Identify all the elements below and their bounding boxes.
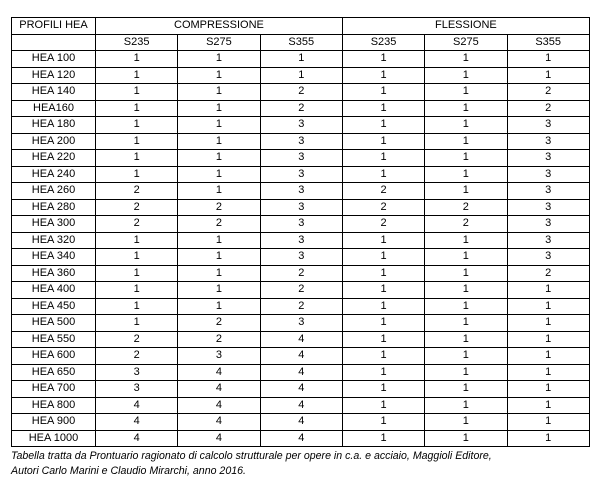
class-value-cell: 1 [425, 397, 507, 414]
header-group-bending: FLESSIONE [342, 18, 589, 35]
table-row [12, 232, 590, 249]
table-row [12, 381, 590, 398]
header-grade: S235 [342, 34, 424, 51]
class-value-cell: 1 [342, 364, 424, 381]
profile-name-cell: HEA 340 [12, 249, 96, 266]
profile-name-cell: HEA 700 [12, 381, 96, 398]
profile-name-cell: HEA 450 [12, 298, 96, 315]
class-value-cell: 1 [425, 414, 507, 431]
classification-table-container [11, 17, 589, 479]
class-value-cell: 1 [96, 84, 178, 101]
class-value-cell: 3 [260, 150, 342, 167]
class-value-cell: 2 [507, 100, 589, 117]
table-row [12, 331, 590, 348]
class-value-cell: 1 [507, 67, 589, 84]
profile-name-cell: HEA160 [12, 100, 96, 117]
class-value-cell: 2 [96, 348, 178, 365]
class-value-cell: 1 [96, 315, 178, 332]
class-value-cell: 1 [96, 117, 178, 134]
class-value-cell: 1 [342, 282, 424, 299]
class-value-cell: 1 [178, 51, 260, 68]
class-value-cell: 1 [342, 414, 424, 431]
class-value-cell: 3 [260, 117, 342, 134]
class-value-cell: 1 [96, 133, 178, 150]
class-value-cell: 3 [260, 133, 342, 150]
table-row [12, 414, 590, 431]
class-value-cell: 1 [342, 331, 424, 348]
class-value-cell: 1 [342, 67, 424, 84]
class-value-cell: 3 [260, 216, 342, 233]
class-value-cell: 1 [96, 249, 178, 266]
class-value-cell: 1 [425, 67, 507, 84]
header-grade: S355 [260, 34, 342, 51]
class-value-cell: 1 [425, 166, 507, 183]
class-value-cell: 1 [342, 315, 424, 332]
class-value-cell: 2 [96, 216, 178, 233]
class-value-cell: 1 [96, 265, 178, 282]
class-value-cell: 4 [260, 397, 342, 414]
profile-name-cell: HEA 800 [12, 397, 96, 414]
class-value-cell: 1 [178, 150, 260, 167]
class-value-cell: 2 [260, 100, 342, 117]
class-value-cell: 1 [425, 282, 507, 299]
header-row-steel-grades [12, 34, 590, 51]
class-value-cell: 1 [96, 51, 178, 68]
class-value-cell: 1 [96, 67, 178, 84]
table-header [12, 18, 590, 51]
class-value-cell: 2 [260, 265, 342, 282]
header-grade: S235 [96, 34, 178, 51]
table-row [12, 117, 590, 134]
table-row [12, 84, 590, 101]
table-row [12, 315, 590, 332]
class-value-cell: 3 [507, 166, 589, 183]
class-value-cell: 1 [342, 150, 424, 167]
class-value-cell: 4 [178, 414, 260, 431]
class-value-cell: 1 [260, 51, 342, 68]
table-row [12, 51, 590, 68]
class-value-cell: 1 [342, 133, 424, 150]
class-value-cell: 1 [425, 364, 507, 381]
class-value-cell: 1 [507, 397, 589, 414]
class-value-cell: 1 [342, 117, 424, 134]
profile-name-cell: HEA 240 [12, 166, 96, 183]
table-row [12, 249, 590, 266]
table-row [12, 282, 590, 299]
class-value-cell: 1 [507, 282, 589, 299]
profile-name-cell: HEA 120 [12, 67, 96, 84]
caption-line: Autori Carlo Marini e Claudio Mirarchi, anno 2016. [11, 465, 246, 477]
class-value-cell: 3 [507, 232, 589, 249]
profile-name-cell: HEA 200 [12, 133, 96, 150]
class-value-cell: 4 [96, 397, 178, 414]
class-value-cell: 1 [425, 348, 507, 365]
class-value-cell: 1 [342, 232, 424, 249]
class-value-cell: 2 [342, 216, 424, 233]
class-value-cell: 3 [260, 183, 342, 200]
class-value-cell: 1 [96, 166, 178, 183]
profile-name-cell: HEA 100 [12, 51, 96, 68]
class-value-cell: 2 [260, 298, 342, 315]
class-value-cell: 3 [507, 133, 589, 150]
class-value-cell: 1 [96, 150, 178, 167]
class-value-cell: 1 [342, 397, 424, 414]
caption-line: Tabella tratta da Prontuario ragionato di calcolo strutturale per opere in c.a. e acciaio, Maggioli Editore, [11, 450, 492, 462]
header-profile: PROFILI HEA [12, 18, 96, 35]
class-value-cell: 4 [178, 364, 260, 381]
profile-name-cell: HEA 900 [12, 414, 96, 431]
header-grade: S355 [507, 34, 589, 51]
class-value-cell: 1 [342, 298, 424, 315]
table-caption [11, 449, 591, 479]
class-value-cell: 2 [178, 216, 260, 233]
class-value-cell: 1 [178, 232, 260, 249]
table-row [12, 199, 590, 216]
class-value-cell: 4 [260, 430, 342, 447]
table-row [12, 183, 590, 200]
class-value-cell: 1 [178, 265, 260, 282]
table-row [12, 100, 590, 117]
profile-name-cell: HEA 400 [12, 282, 96, 299]
class-value-cell: 1 [425, 331, 507, 348]
profile-name-cell: HEA 260 [12, 183, 96, 200]
class-value-cell: 2 [425, 216, 507, 233]
table-row [12, 133, 590, 150]
profile-name-cell: HEA 140 [12, 84, 96, 101]
class-value-cell: 3 [507, 117, 589, 134]
class-value-cell: 1 [342, 348, 424, 365]
class-value-cell: 1 [507, 381, 589, 398]
class-value-cell: 1 [342, 430, 424, 447]
table-row [12, 150, 590, 167]
header-grade: S275 [178, 34, 260, 51]
class-value-cell: 4 [178, 397, 260, 414]
class-value-cell: 1 [507, 430, 589, 447]
table-row [12, 397, 590, 414]
class-value-cell: 1 [260, 67, 342, 84]
class-value-cell: 1 [342, 249, 424, 266]
class-value-cell: 1 [342, 100, 424, 117]
class-value-cell: 1 [425, 133, 507, 150]
profile-name-cell: HEA 360 [12, 265, 96, 282]
class-value-cell: 3 [507, 216, 589, 233]
profile-name-cell: HEA 500 [12, 315, 96, 332]
class-value-cell: 1 [178, 67, 260, 84]
class-value-cell: 1 [425, 298, 507, 315]
profile-name-cell: HEA 320 [12, 232, 96, 249]
class-value-cell: 3 [96, 381, 178, 398]
class-value-cell: 1 [342, 166, 424, 183]
class-value-cell: 1 [507, 348, 589, 365]
class-value-cell: 1 [507, 331, 589, 348]
table-row [12, 166, 590, 183]
class-value-cell: 3 [178, 348, 260, 365]
class-value-cell: 3 [507, 199, 589, 216]
class-value-cell: 4 [260, 364, 342, 381]
class-value-cell: 4 [260, 381, 342, 398]
class-value-cell: 3 [507, 249, 589, 266]
class-value-cell: 2 [342, 183, 424, 200]
class-value-cell: 1 [178, 84, 260, 101]
class-value-cell: 1 [178, 100, 260, 117]
table-row [12, 265, 590, 282]
profile-name-cell: HEA 1000 [12, 430, 96, 447]
class-value-cell: 1 [342, 51, 424, 68]
class-value-cell: 1 [425, 265, 507, 282]
table-row [12, 364, 590, 381]
class-value-cell: 1 [425, 117, 507, 134]
class-value-cell: 3 [507, 183, 589, 200]
header-row-groups [12, 18, 590, 35]
class-value-cell: 1 [96, 232, 178, 249]
class-value-cell: 2 [178, 315, 260, 332]
class-value-cell: 1 [507, 51, 589, 68]
class-value-cell: 2 [178, 331, 260, 348]
class-value-cell: 2 [96, 183, 178, 200]
class-value-cell: 3 [260, 232, 342, 249]
class-value-cell: 1 [342, 265, 424, 282]
hea-classification-table [11, 17, 590, 447]
profile-name-cell: HEA 300 [12, 216, 96, 233]
header-grade: S275 [425, 34, 507, 51]
class-value-cell: 3 [260, 199, 342, 216]
class-value-cell: 2 [507, 265, 589, 282]
class-value-cell: 3 [260, 315, 342, 332]
class-value-cell: 2 [260, 84, 342, 101]
table-row [12, 298, 590, 315]
profile-name-cell: HEA 220 [12, 150, 96, 167]
class-value-cell: 4 [96, 430, 178, 447]
class-value-cell: 2 [342, 199, 424, 216]
class-value-cell: 1 [425, 249, 507, 266]
class-value-cell: 3 [260, 249, 342, 266]
class-value-cell: 1 [96, 282, 178, 299]
class-value-cell: 1 [425, 150, 507, 167]
table-body [12, 51, 590, 447]
class-value-cell: 3 [260, 166, 342, 183]
class-value-cell: 1 [425, 430, 507, 447]
table-row [12, 348, 590, 365]
table-row [12, 430, 590, 447]
class-value-cell: 1 [96, 100, 178, 117]
class-value-cell: 2 [96, 331, 178, 348]
class-value-cell: 4 [96, 414, 178, 431]
class-value-cell: 4 [260, 331, 342, 348]
class-value-cell: 3 [507, 150, 589, 167]
class-value-cell: 2 [507, 84, 589, 101]
class-value-cell: 2 [425, 199, 507, 216]
class-value-cell: 1 [425, 232, 507, 249]
class-value-cell: 4 [260, 414, 342, 431]
profile-name-cell: HEA 600 [12, 348, 96, 365]
class-value-cell: 1 [178, 183, 260, 200]
class-value-cell: 1 [507, 364, 589, 381]
class-value-cell: 4 [178, 430, 260, 447]
class-value-cell: 1 [425, 51, 507, 68]
class-value-cell: 2 [96, 199, 178, 216]
class-value-cell: 1 [96, 298, 178, 315]
class-value-cell: 4 [178, 381, 260, 398]
class-value-cell: 1 [342, 84, 424, 101]
class-value-cell: 1 [342, 381, 424, 398]
class-value-cell: 1 [507, 315, 589, 332]
table-row [12, 67, 590, 84]
class-value-cell: 1 [425, 315, 507, 332]
class-value-cell: 1 [178, 298, 260, 315]
class-value-cell: 2 [260, 282, 342, 299]
profile-name-cell: HEA 180 [12, 117, 96, 134]
class-value-cell: 1 [178, 282, 260, 299]
profile-name-cell: HEA 280 [12, 199, 96, 216]
class-value-cell: 3 [96, 364, 178, 381]
class-value-cell: 4 [260, 348, 342, 365]
table-row [12, 216, 590, 233]
class-value-cell: 1 [425, 183, 507, 200]
header-group-compression: COMPRESSIONE [96, 18, 343, 35]
class-value-cell: 1 [178, 249, 260, 266]
class-value-cell: 1 [507, 414, 589, 431]
class-value-cell: 1 [178, 166, 260, 183]
class-value-cell: 1 [178, 117, 260, 134]
class-value-cell: 1 [507, 298, 589, 315]
profile-name-cell: HEA 650 [12, 364, 96, 381]
class-value-cell: 1 [178, 133, 260, 150]
class-value-cell: 2 [178, 199, 260, 216]
header-blank-cell [12, 34, 96, 51]
profile-name-cell: HEA 550 [12, 331, 96, 348]
class-value-cell: 1 [425, 84, 507, 101]
class-value-cell: 1 [425, 100, 507, 117]
class-value-cell: 1 [425, 381, 507, 398]
